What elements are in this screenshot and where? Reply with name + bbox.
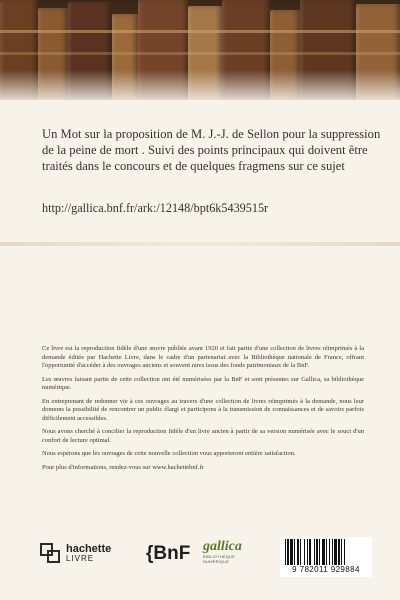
barcode-number: 9 782011 929884 xyxy=(292,565,360,574)
divider xyxy=(0,242,400,246)
hachette-name: hachette xyxy=(66,543,112,555)
gallica-subtitle: BIBLIOTHÈQUE NUMÉRIQUE xyxy=(203,554,235,564)
description-paragraph: Les œuvres faisant partie de cette collection ont été numérisées par la BnF et sont présentes sur Gallica, sa bibliothèque numérique. xyxy=(42,375,364,391)
description-paragraph: Ce livre est la reproduction fidèle d'une œuvre publiée avant 1920 et fait partie d'une collection de livres réimprimés à la demande éditée par Hachette Livre, dans le cadre d'un partenariat avec la Bibliothèque nationale de France, offrant l'opportunité d'accéder à des ouvrages anciens et souvent rares issus des fonds patrimoniaux de la BnF. xyxy=(42,345,364,369)
publisher-logos xyxy=(40,537,370,577)
description-paragraph: En entreprenant de redonner vie à ces ouvrages au travers d'une collection de livres réimprimés à la demande, nous leur donnons la possibilité de rencontrer un public élargi et participons à la transmission de connaissances et de savoirs parfois difficilement accessibles. xyxy=(42,397,364,422)
gallica-logo xyxy=(203,540,251,572)
book-title: Un Mot sur la proposition de M. J.-J. de Sellon pour la suppression de la peine de mort . Suivi des points principaux qui doivent être traités dans le concours et de quelques fragmens sur ce sujet xyxy=(42,127,381,173)
hachette-livre: LIVRE xyxy=(66,554,95,563)
hachette-logo xyxy=(40,543,111,565)
description-paragraph: Nous espérons que les ouvrages de cette nouvelle collection vous apporteront entière satisfaction. xyxy=(42,450,296,457)
description-text xyxy=(42,345,364,477)
description-paragraph: Pour plus d'informations, rendez-vous sur www.hachettebnf.fr xyxy=(42,463,204,471)
hachette-mark-icon xyxy=(40,543,62,565)
gallica-url: http://gallica.bnf.fr/ark:/12148/bpt6k5439515r xyxy=(42,201,269,215)
shelf-fade xyxy=(0,70,400,120)
barcode-bars-icon xyxy=(284,539,368,565)
bnf-logo: {BnF xyxy=(146,543,191,564)
barcode xyxy=(280,537,372,577)
description-paragraph: Nous avons cherché à concilier la reproduction fidèle d'un livre ancien à partir de sa version numérisée avec le souci d'un confort de lecture optimal. xyxy=(42,428,364,444)
gallica-word: gallica xyxy=(203,539,242,554)
